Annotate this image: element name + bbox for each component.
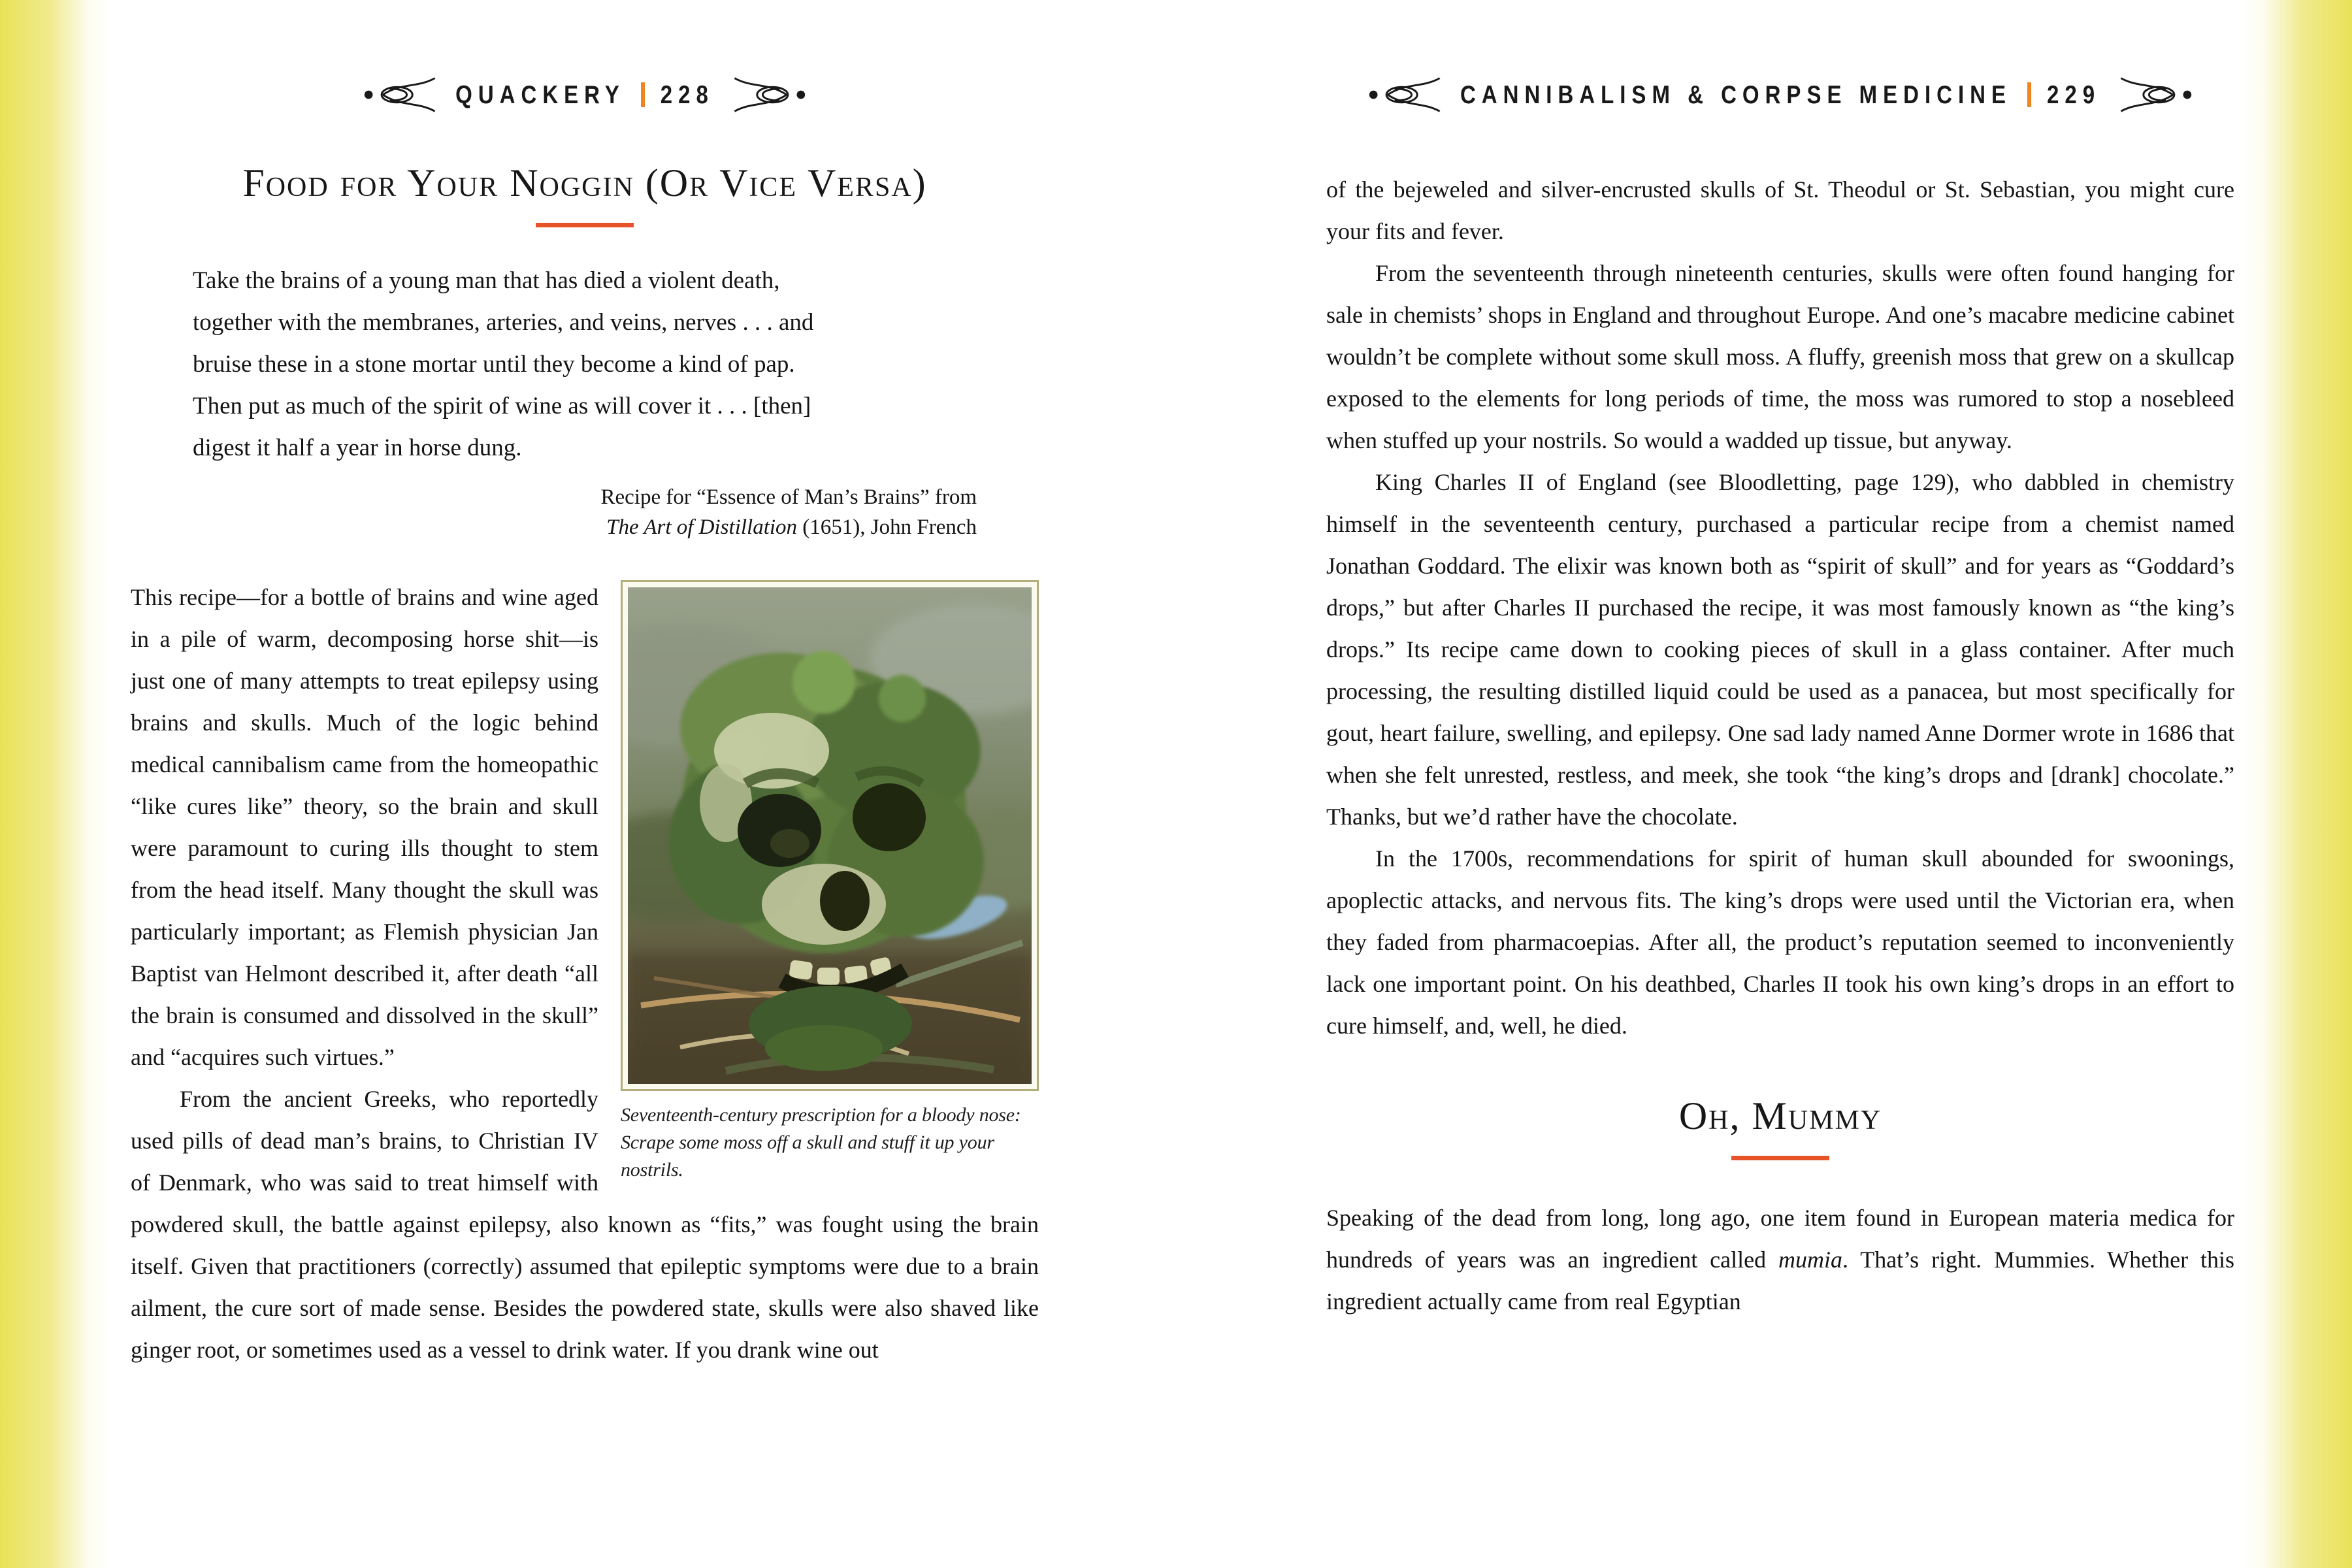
heading-rule — [1731, 1156, 1829, 1160]
header-flourish-icon — [1367, 76, 1445, 114]
quote-attribution — [131, 482, 1039, 542]
book-title: QUACKERY — [455, 80, 625, 109]
quote-line: digest it half a year in horse dung. — [193, 434, 522, 461]
paragraph-text: Speaking of the dead from long, long ago, one item found in European materia medica for hundreds of years was an ingredient called — [1326, 1205, 2234, 1273]
figure-caption: Seventeenth-century prescription for a bloody nose: Scrape some moss off a skull and stuff it up your nostrils. — [621, 1104, 1021, 1181]
attribution-line — [131, 512, 977, 542]
header-divider — [2027, 82, 2031, 107]
paragraph: From the ancient Greeks, who reportedly used pills of dead man’s brains, to Christian IV of Denmark, who was said to treat himself with powdered skull, the battle against epilepsy, also known as “fits,” was fought using the brain itself. Given that practitioners (correctly) assumed that epileptic symptoms were due to a brain ailment, the cure sort of made sense. Besides the powdered state, skulls were also shaved like ginger root, or sometimes used as a vessel to drink water. If you drank wine out — [131, 1086, 1039, 1363]
page-number: 228 — [660, 80, 714, 109]
quote-line: Then put as much of the spirit of wine as will cover it . . . [then] — [193, 393, 811, 419]
paragraph: From the seventeenth through nineteenth centuries, skulls were often found hanging for sale in chemists’ shops in England and throughout Europe. And one’s macabre medicine cabinet wouldn’t be complete without some skull moss. A fluffy, greenish moss that grew on a skullcap exposed to the elements for long periods of time, the moss was rumored to stop a nosebleed when stuffed up your nostrils. So would a wadded up tissue, but anyway. — [1326, 260, 2234, 453]
page-header-left — [131, 76, 1039, 114]
quote-line: bruise these in a stone mortar until they become a kind of pap. — [193, 351, 795, 378]
heading-rule — [536, 223, 634, 227]
paragraph: of the bejeweled and silver-encrusted skulls of St. Theodul or St. Sebastian, you might cure your fits and fever. — [1326, 176, 2234, 244]
paragraph: In the 1700s, recommendations for spirit of human skull abounded for swoonings, apoplectic attacks, and nervous fits. The king’s drops were used until the Victorian era, when they faded from pharmacoepias. After all, the product’s reputation seemed to inconveniently lack one important point. On his deathbed, Charles II took his own king’s drops in an effort to cure himself, and, well, he died. — [1326, 845, 2234, 1039]
attribution-book-title: The Art of Distillation — [606, 515, 798, 539]
paragraph — [1326, 1197, 2234, 1322]
paragraph: This recipe—for a bottle of brains and wine aged in a pile of warm, decomposing horse shit—is just one of many attempts to treat epilepsy using brains and skulls. Much of the logic behind medical cannibalism came from the homeopathic “like cures like” theory, so the brain and skull were paramount to curing ills thought to stem from the head itself. Many thought the skull was particularly important; as Flemish physician Jan Baptist van Helmont described it, after death “all the brain is consumed and dissolved in the skull” and “acquires such virtues.” — [131, 584, 598, 1070]
mumia-term: mumia — [1778, 1247, 1842, 1273]
right-last-paragraph — [1326, 1197, 2234, 1322]
recipe-blockquote — [193, 260, 1009, 469]
right-body-text — [1326, 169, 2234, 1047]
book-edge-left — [0, 0, 111, 1568]
header-divider — [641, 82, 645, 107]
section-heading: Food for Your Noggin (Or Vice Versa) — [242, 161, 927, 204]
figure — [621, 580, 1039, 1184]
left-body-text — [131, 576, 1039, 1371]
attribution-rest: (1651), John French — [797, 515, 977, 539]
chapter-title: CANNIBALISM & CORPSE MEDICINE — [1460, 80, 2012, 109]
attribution-line: Recipe for “Essence of Man’s Brains” from — [600, 485, 977, 509]
moss-skull-photo — [628, 587, 1032, 1084]
header-flourish-icon — [363, 76, 440, 114]
header-flourish-icon — [2116, 76, 2193, 114]
section-heading: Oh, Mummy — [1678, 1094, 1882, 1137]
paragraph: King Charles II of England (see Bloodletting, page 129), who dabbled in chemistry himself in the seventeenth century, purchased a particular recipe from a chemist named Jonathan Goddard. The elixir was known both as “spirit of skull” and for years as “Goddard’s drops,” but after Charles II purchased the recipe, it was most famously known as “the king’s drops.” Its recipe came down to cooking pieces of skull in a glass container. After much processing, the resulting distilled liquid could be used as a panacea, but most specifically for gout, heart failure, swelling, and epilepsy. One sad lady named Anne Dormer wrote in 1686 that when she felt unrested, restless, and meek, she took “the king’s drops and [drank] chocolate.” Thanks, but we’d rather have the chocolate. — [1326, 469, 2234, 830]
book-edge-right — [2241, 0, 2352, 1568]
section-heading-block — [1326, 1094, 2234, 1160]
page-number: 229 — [2046, 80, 2101, 109]
quote-line: Take the brains of a young man that has died a violent death, — [193, 267, 780, 294]
paragraph-text: . That’s right. Mummies. Whether this ingredient actually came from real Egyptian — [1326, 1247, 2234, 1315]
quote-line: together with the membranes, arteries, and veins, nerves . . . and — [193, 309, 814, 336]
page-header-right — [1326, 76, 2234, 114]
page-left — [131, 0, 1039, 1568]
photo-frame — [621, 580, 1039, 1091]
page-right — [1326, 0, 2234, 1568]
header-flourish-icon — [730, 76, 807, 114]
